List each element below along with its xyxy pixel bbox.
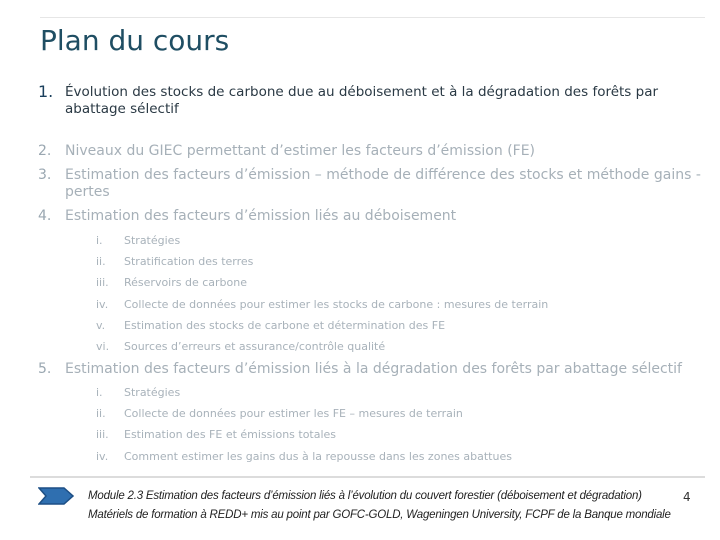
outline-text: Évolution des stocks de carbone due au déboisement et à la dégradation des forêts par abattage sélectif xyxy=(65,84,659,117)
footer-module-line: Module 2.3 Estimation des facteurs d’émission liés à l’évolution du couvert forestier (déboisement et dégradation) xyxy=(88,490,642,502)
sub-number: vi. xyxy=(96,340,110,353)
outline-number: 3. xyxy=(38,167,52,183)
sub-number: i. xyxy=(96,234,103,247)
footer-divider xyxy=(30,476,705,478)
outline-text: Niveaux du GIEC permettant d’estimer les facteurs d’émission (FE) xyxy=(65,143,536,159)
outline-text: Estimation des facteurs d’émission – méthode de différence des stocks et méthode gains -pertes xyxy=(65,167,701,200)
sub-text: Collecte de données pour estimer les FE – mesures de terrain xyxy=(124,407,463,420)
sub-text: Estimation des stocks de carbone et détermination des FE xyxy=(124,319,446,332)
sub-number: ii. xyxy=(96,255,106,268)
top-divider xyxy=(40,17,705,18)
sub-text: Estimation des FE et émissions totales xyxy=(124,428,337,441)
sub-text: Stratégies xyxy=(124,234,181,247)
sub-text: Stratégies xyxy=(124,386,181,399)
outline-number: 5. xyxy=(38,361,52,377)
sub-number: iii. xyxy=(96,428,109,441)
sub-number: iii. xyxy=(96,276,109,289)
outline-number: 4. xyxy=(38,208,52,224)
page-number: 4 xyxy=(683,490,691,504)
sub-text: Collecte de données pour estimer les stocks de carbone : mesures de terrain xyxy=(124,298,549,311)
outline-number: 2. xyxy=(38,143,52,159)
sub-number: ii. xyxy=(96,407,106,420)
sub-number: iv. xyxy=(96,450,109,463)
outline-text: Estimation des facteurs d’émission liés au déboisement xyxy=(65,208,457,224)
sub-text: Réservoirs de carbone xyxy=(124,276,247,289)
next-arrow-icon[interactable] xyxy=(38,487,74,509)
sub-text: Stratification des terres xyxy=(124,255,254,268)
sub-text: Comment estimer les gains dus à la repousse dans les zones abattues xyxy=(124,450,512,463)
outline-text: Estimation des facteurs d’émission liés à la dégradation des forêts par abattage sélectif xyxy=(65,361,682,377)
sub-number: v. xyxy=(96,319,106,332)
slide-title: Plan du cours xyxy=(40,24,230,57)
sub-number: iv. xyxy=(96,298,109,311)
outline-number: 1. xyxy=(38,82,54,101)
sub-number: i. xyxy=(96,386,103,399)
footer-credit-line: Matériels de formation à REDD+ mis au point par GOFC-GOLD, Wageningen University, FCPF de la Banque mondiale xyxy=(88,509,671,521)
sub-text: Sources d’erreurs et assurance/contrôle qualité xyxy=(124,340,386,353)
